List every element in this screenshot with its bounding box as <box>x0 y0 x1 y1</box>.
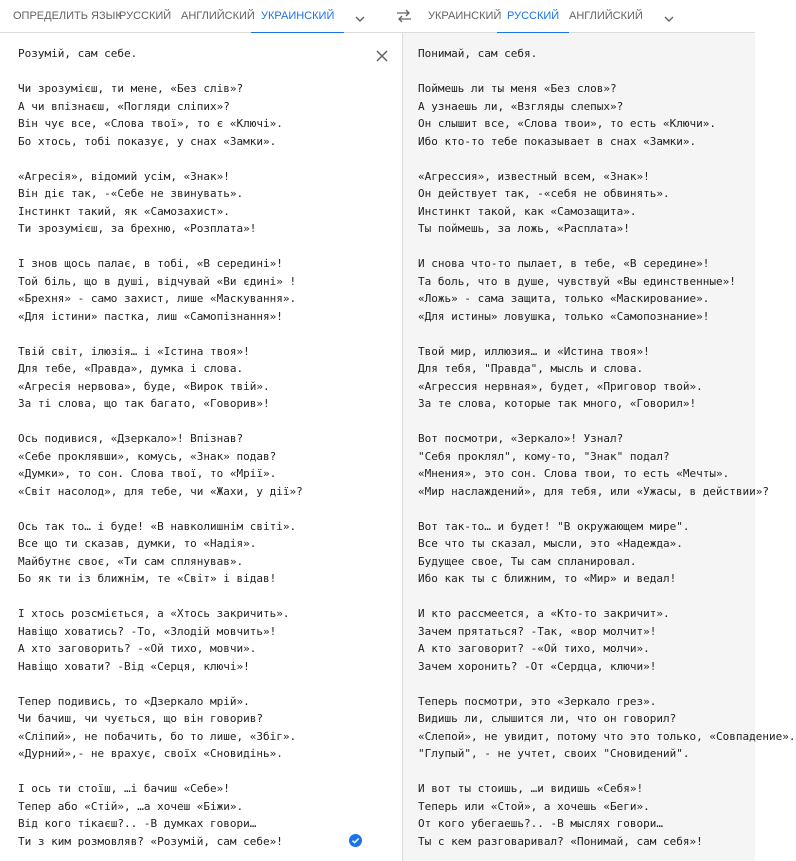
tab-target-english[interactable]: АНГЛИЙСКИЙ <box>569 10 643 22</box>
translation-output-panel <box>403 33 796 861</box>
source-text-panel[interactable] <box>0 33 403 861</box>
tab-target-ukrainian[interactable]: УКРАИНСКИЙ <box>428 10 502 22</box>
language-bar <box>0 0 755 33</box>
tab-source-english[interactable]: АНГЛИЙСКИЙ <box>181 10 255 22</box>
check-circle-icon <box>349 834 362 847</box>
chevron-down-icon[interactable] <box>664 11 674 21</box>
tab-source-ukrainian[interactable]: УКРАИНСКИЙ <box>261 0 334 33</box>
tab-source-detect-language[interactable]: ОПРЕДЕЛИТЬ ЯЗЫК <box>13 10 122 22</box>
tab-source-russian[interactable]: РУССКИЙ <box>119 10 172 22</box>
tab-target-russian[interactable]: РУССКИЙ <box>507 0 559 33</box>
close-icon[interactable] <box>376 49 388 61</box>
chevron-down-icon[interactable] <box>355 11 365 21</box>
translated-text: Понимай, сам себя. Поймешь ли ты меня «Без слов»? А узнаешь ли, «Взгляды слепых»? Он слышит все, «Слова твои», то есть «Ключи». Ибо кто-то тебе показывает в снах «Замки». «Агрессия», известный всем, «Знак»! Он действует так, -«себя не обвинять». Инстинкт такой, как «Самозащита». Ты поймешь, за ложь, «Расплата»! И снова что-то пылает, в тебе, «В середине»! Та боль, что в душе, чувствуй «Вы единственные»! «Ложь» - сама защита, только «Маскирование». «Для истины» ловушка, только «Самопознание»! Твой мир, иллюзия… и «Истина твоя»! Для тебя, "Правда", мысль и слова. «Агрессия нервная», будет, «Приговор твой». За те слова, которые так много, «Говорил»! Вот посмотри, «Зеркало»! Узнал? "Себя проклял", кому-то, "Знак" подал? «Мнения», это сон. Слова твои, то есть «Мечты». «Мир наслаждений», для тебя, или «Ужасы, в действии»? Вот так-то… и будет! "В окружающем мире". Все что ты сказал, мысли, это «Надежда». Будущее свое, Ты сам спланировал. Ибо как ты с ближним, то «Мир» и ведал! И кто рассмеется, а «Кто-то закричит». Зачем прятаться? -Так, «вор молчит»! А кто заговорит? -«Ой тихо, молчи». Зачем хоронить? -От «Сердца, ключи»! Теперь посмотри, это «Зеркало грез». Видишь ли, слышится ли, что он говорил? «Слепой», не увидит, потому что это только, «Совпадение». "Глупый", - не учтет, своих "Сновидений". И вот ты стоишь, …и видишь «Себя»! Теперь или «Стой», а хочешь «Беги». От кого убегаешь?.. -В мыслях говори… Ты с кем разговаривал? «Понимай, сам себя»! <box>418 47 796 848</box>
swap-arrows-icon[interactable] <box>396 9 412 23</box>
source-text-input[interactable]: Розумій, сам себе. Чи зрозумієш, ти мене, «Без слів»? А чи впізнаєш, «Погляди сліпих»? Він чує все, «Слова твої», то є «Ключі». Бо хтось, тобі показує, у снах «Замки». «Агресія», відомий усім, «Знак»! Він діє так, -«Себе не звинувать». Інстинкт такий, як «Самозахист». Ти зрозумієш, за брехню, «Розплата»! І знов щось палає, в тобі, «В середині»! Той біль, що в душі, відчувай «Ви єдині» ! «Брехня» - само захист, лише «Маскування». «Для істини» пастка, лиш «Самопізнання»! Твій світ, ілюзія… і «Істина твоя»! Для тебе, «Правда», думка і слова. «Агресія нервова», буде, «Вирок твій». За ті слова, що так багато, «Говорив»! Ось подивися, «Дзеркало»! Впізнав? «Себе проклявши», комусь, «Знак» подав? «Думки», то сон. Слова твої, то «Мрії». «Світ насолод», для тебе, чи «Жахи, у дії»? Ось так то… і буде! «В навколишнім світі». Все що ти сказав, думки, то «Надія». Майбутнє своє, «Ти сам сплянував». Бо як ти із ближнім, те «Світ» і відав! І хтось розсміється, а «Хтось закричить». Навіщо ховатись? -То, «Злодій мовчить»! А хто заговорить? -«Ой тихо, мовчи». Навіщо ховати? -Від «Серця, ключі»! Тепер подивись, то «Дзеркало мрій». Чи бачиш, чи чується, що він говорив? «Сліпий», не побачить, бо то лише, «Збіг». «Дурний»,- не врахує, своїх «Сновидінь». І ось ти стоїш, …і бачиш «Себе»! Тепер або «Стій», …а хочеш «Біжи». Від кого тікаєш?.. -В думках говори… Ти з ким розмовляв? «Розумій, сам себе»! <box>18 47 303 848</box>
